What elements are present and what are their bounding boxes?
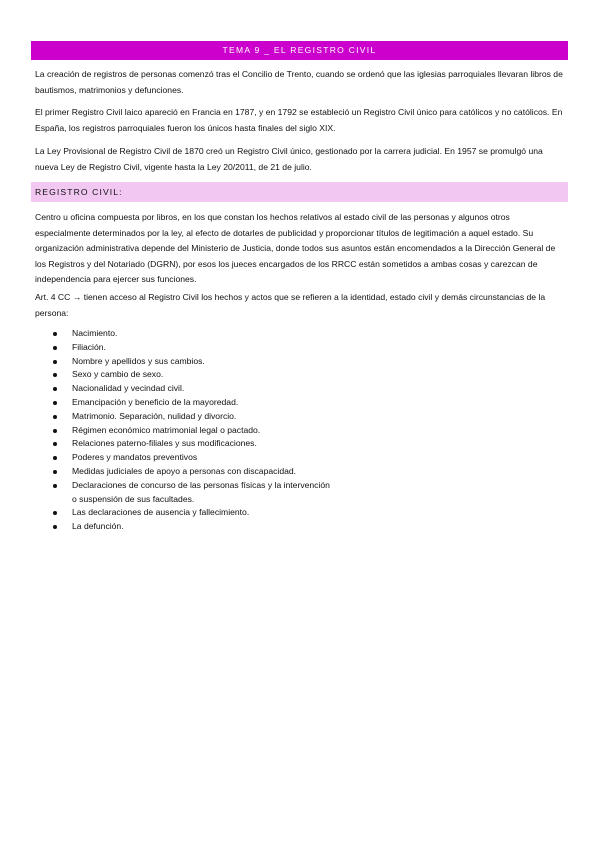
bullet-icon bbox=[53, 332, 57, 336]
list-item bbox=[53, 396, 333, 410]
bullet-icon bbox=[53, 415, 57, 419]
bullet-icon bbox=[53, 387, 57, 391]
list-item-text: Nombre y apellidos y sus cambios. bbox=[72, 355, 205, 366]
list-item bbox=[53, 479, 333, 507]
list-item bbox=[53, 451, 333, 465]
bullet-icon bbox=[53, 525, 57, 529]
circumstances-list bbox=[53, 327, 333, 534]
list-item-text: Medidas judiciales de apoyo a personas con discapacidad. bbox=[72, 465, 297, 476]
list-item-text: La defunción. bbox=[72, 521, 124, 532]
intro-paragraph-2: El primer Registro Civil laico apareció en Francia en 1787, y en 1792 se estableció un Registro Civil único para católicos y no católicos. En España, los registros parroquiales fueron los únicos hasta finales del siglo XIX. bbox=[35, 107, 563, 133]
list-item bbox=[53, 520, 333, 534]
list-item bbox=[53, 382, 333, 396]
list-item bbox=[53, 368, 333, 382]
bullet-icon bbox=[53, 456, 57, 460]
list-item-text: Nacimiento. bbox=[72, 328, 118, 338]
list-item-text: Sexo y cambio de sexo. bbox=[72, 369, 164, 380]
list-item-text: Régimen económico matrimonial legal o pactado. bbox=[72, 424, 261, 435]
article-intro: Art. 4 CC → tienen acceso al Registro Civil los hechos y actos que se refieren a la identidad, estado civil y demás circunstancias de la persona: bbox=[35, 292, 546, 318]
list-item-text: Declaraciones de concurso de las personas físicas y la intervención o suspensión de sus facultades. bbox=[72, 479, 330, 504]
list-item bbox=[53, 424, 333, 438]
list-item-text: Filiación. bbox=[72, 341, 106, 352]
list-item-text: Poderes y mandatos preventivos bbox=[72, 452, 198, 463]
bullet-icon bbox=[53, 442, 57, 446]
list-item bbox=[53, 355, 333, 369]
definition-paragraph: Centro u oficina compuesta por libros, en los que constan los hechos relativos al estado civil de las personas y algunos otros especialmente determinados por la ley, al efecto de dotarles de publicidad y proporcionar títulos de legitimación a aquel estado. Su organización administrativa depende del Ministerio de Justicia, donde todos sus asuntos están encomendados a la Dirección General de los Registros y del Notariado (DGRN), por esos los jueces encargados de los RRCC están sometidos a ambas cosas y carezcan de independencia para ejercer sus funciones. bbox=[35, 212, 556, 285]
list-item bbox=[53, 410, 333, 424]
section-title: REGISTRO CIVIL: bbox=[35, 187, 123, 197]
document-title: TEMA 9 _ EL REGISTRO CIVIL bbox=[31, 41, 568, 60]
intro-paragraph-3: La Ley Provisional de Registro Civil de 1870 creó un Registro Civil único, gestionado por la carrera judicial. En 1957 se promulgó una nueva Ley de Registro Civil, vigente hasta la Ley 20/2011, de 21 de julio. bbox=[35, 146, 543, 172]
list-item-text: Relaciones paterno-filiales y sus modificaciones. bbox=[72, 438, 257, 449]
list-item bbox=[53, 506, 333, 520]
bullet-icon bbox=[53, 346, 57, 350]
bullet-icon bbox=[53, 470, 57, 474]
list-item-text: Las declaraciones de ausencia y fallecimiento. bbox=[72, 507, 250, 518]
list-item bbox=[53, 437, 333, 451]
list-item bbox=[53, 465, 333, 479]
bullet-icon bbox=[53, 484, 57, 488]
list-item bbox=[53, 341, 333, 355]
list-item-text: Matrimonio. Separación, nulidad y divorcio. bbox=[72, 410, 237, 421]
section-header bbox=[31, 182, 568, 202]
list-item bbox=[53, 327, 333, 341]
list-item-text: Emancipación y beneficio de la mayoredad. bbox=[72, 396, 239, 407]
bullet-icon bbox=[53, 360, 57, 364]
list-item-text: Nacionalidad y vecindad civil. bbox=[72, 383, 185, 394]
bullet-icon bbox=[53, 511, 57, 515]
intro-paragraph-1: La creación de registros de personas comenzó tras el Concilio de Trento, cuando se ordenó que las iglesias parroquiales llevaran libros de bautismos, matrimonios y defunciones. bbox=[35, 69, 563, 95]
bullet-icon bbox=[53, 401, 57, 405]
bullet-icon bbox=[53, 429, 57, 433]
bullet-icon bbox=[53, 373, 57, 377]
